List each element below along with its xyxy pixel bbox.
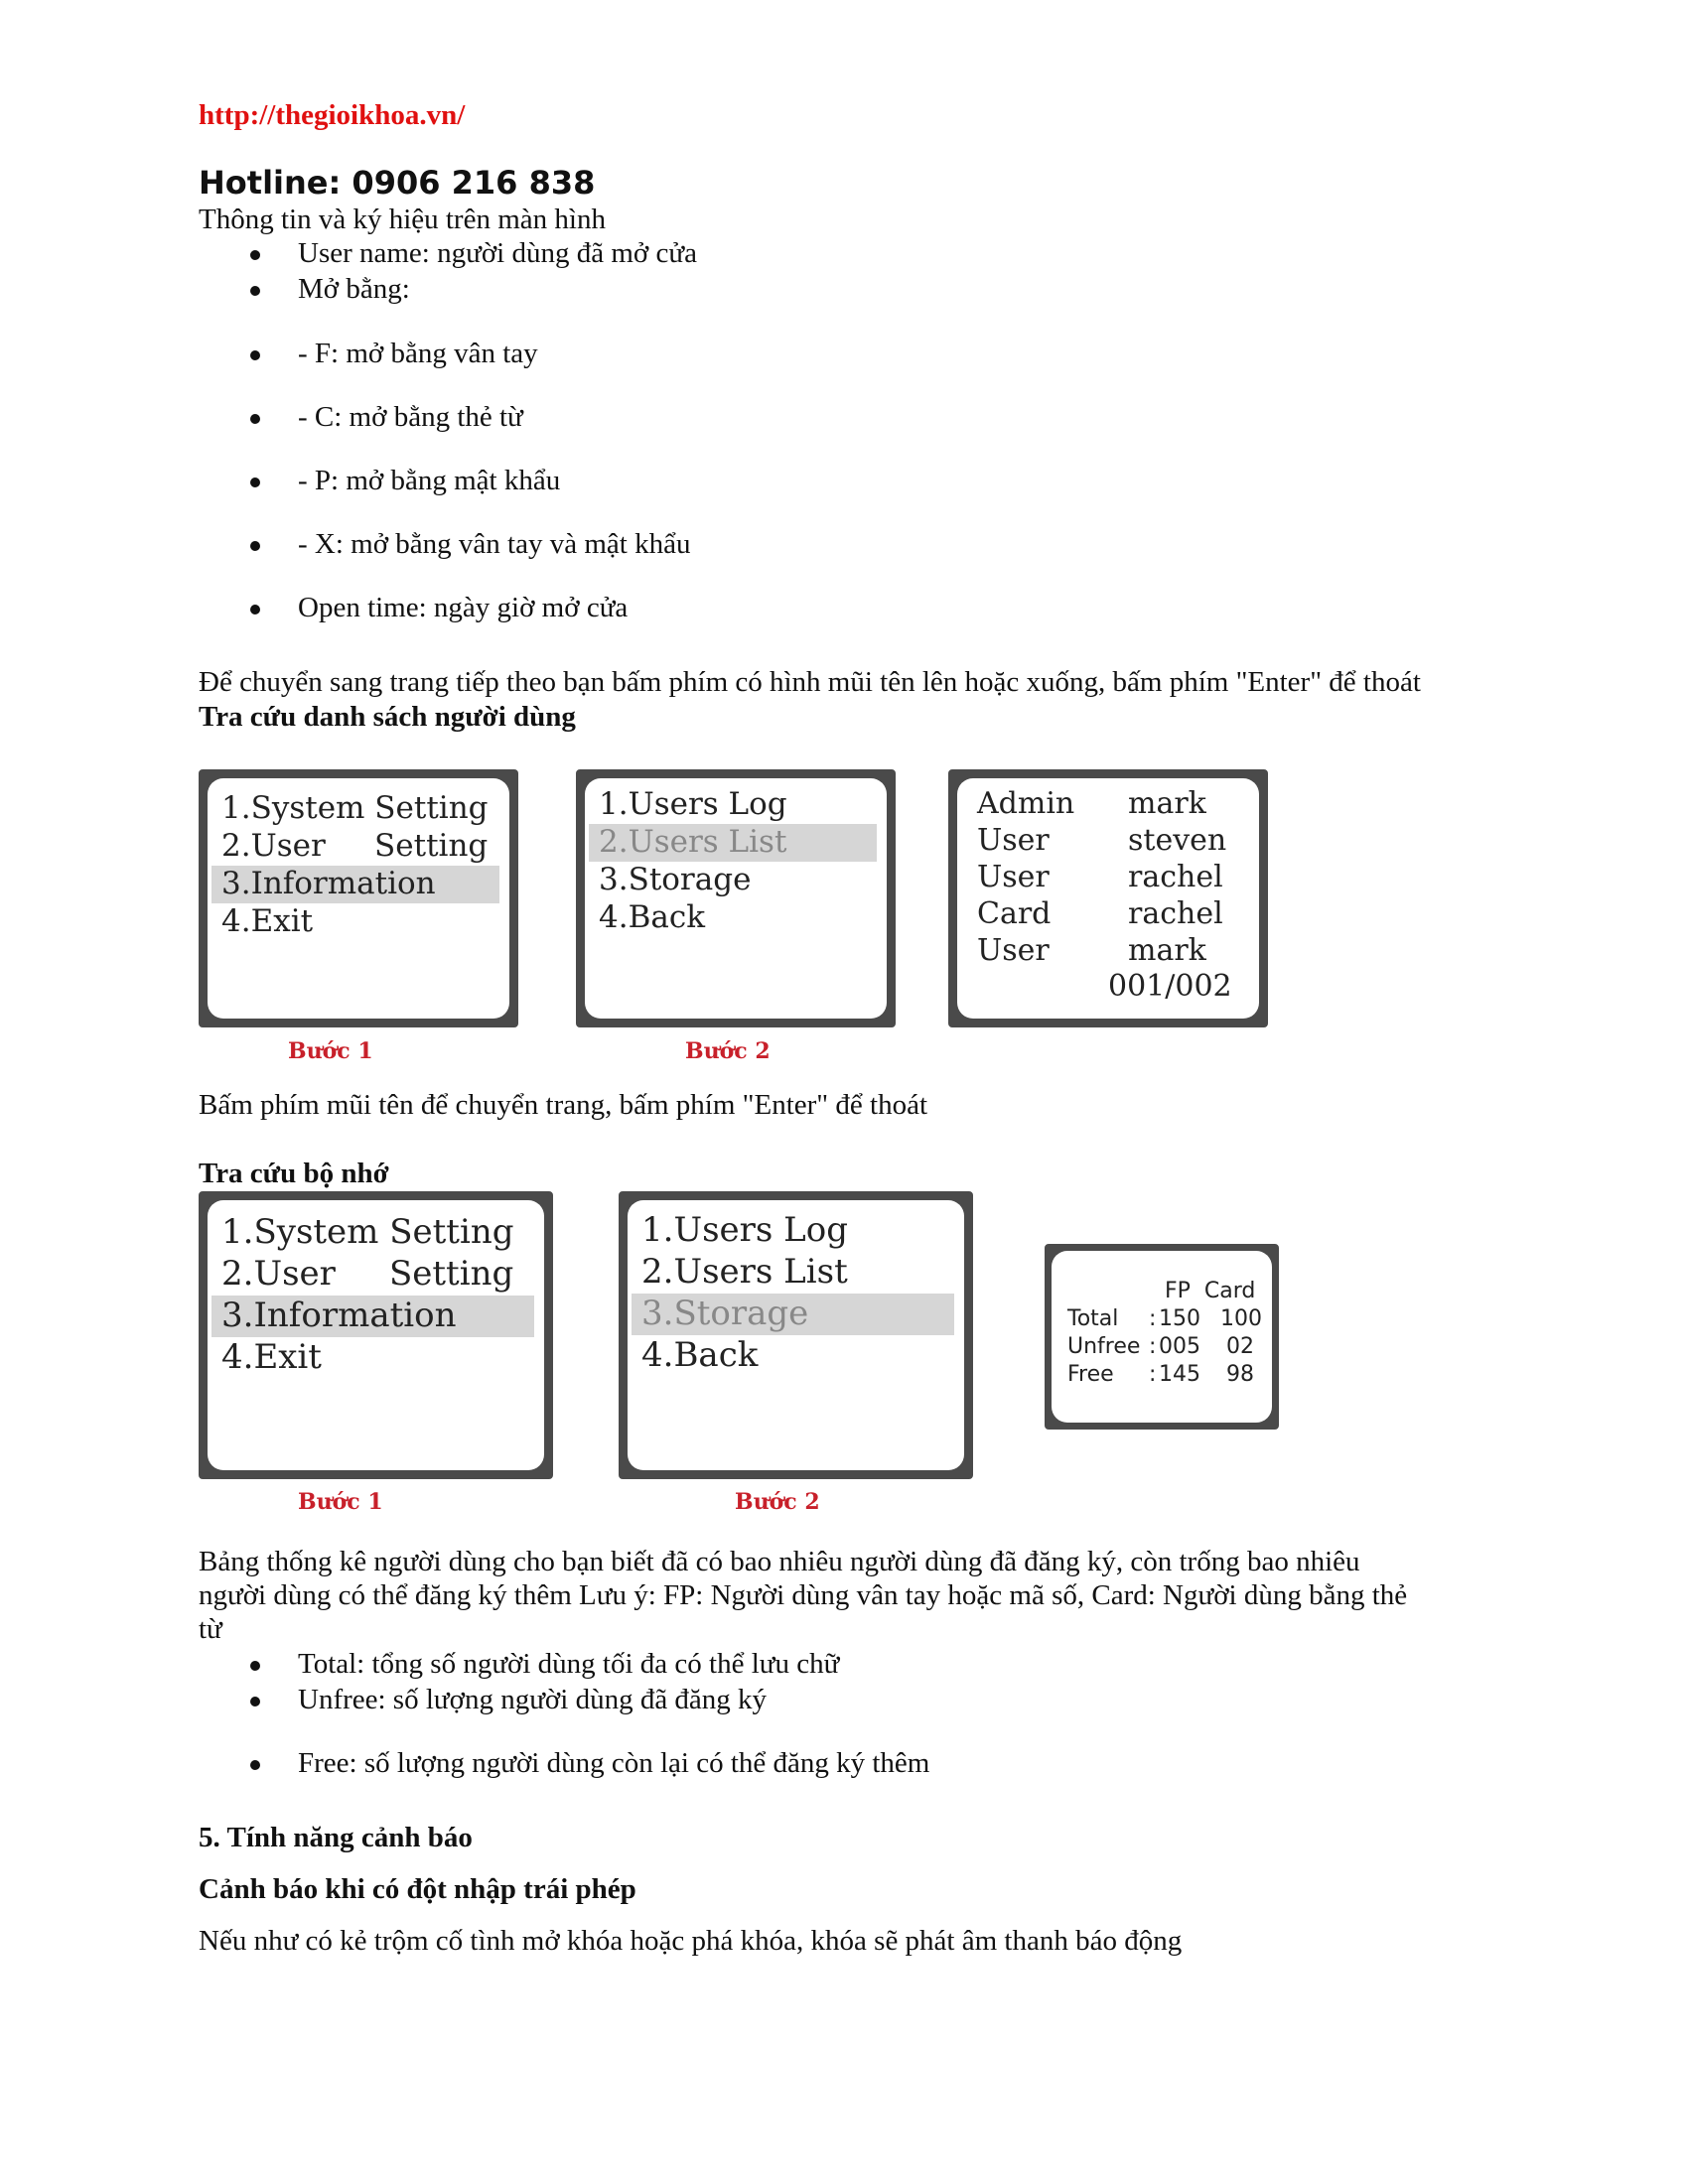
list-item: - X: mở bằng vân tay và mật khẩu: [298, 528, 691, 560]
step-label: Bước 1: [288, 1038, 373, 1064]
intro-text: Thông tin và ký hiệu trên màn hình: [199, 204, 606, 235]
user-name: steven: [1128, 823, 1227, 858]
bullet-icon: [250, 1760, 260, 1770]
menu-item-selected: 3.Information: [211, 866, 499, 903]
storage-header: FP Card: [1165, 1279, 1256, 1303]
bullet-icon: [250, 1697, 260, 1706]
list-item: Total: tổng số người dùng tối đa có thể lưu chữ: [298, 1648, 840, 1680]
menu-item: 1.System Setting: [221, 790, 489, 826]
bullet-icon: [250, 605, 260, 614]
user-name: rachel: [1128, 896, 1223, 931]
bullet-icon: [250, 541, 260, 551]
hotline: Hotline: 0906 216 838: [199, 164, 596, 202]
lcd-storage-table: [1045, 1244, 1279, 1430]
list-item: - P: mở bằng mật khẩu: [298, 465, 561, 496]
storage-sep: :: [1149, 1362, 1157, 1387]
user-name: rachel: [1128, 860, 1223, 894]
storage-fp: 005: [1159, 1334, 1200, 1359]
storage-label: Free: [1067, 1362, 1114, 1387]
storage-sep: :: [1149, 1334, 1157, 1359]
bullet-icon: [250, 250, 260, 260]
list-item: - C: mở bằng thẻ từ: [298, 401, 523, 433]
step-label: Bước 1: [298, 1489, 383, 1515]
bullet-icon: [250, 478, 260, 487]
user-type: Card: [977, 896, 1052, 931]
step-label: Bước 2: [735, 1489, 820, 1515]
intrusion-paragraph: Nếu như có kẻ trộm cố tình mở khóa hoặc phá khóa, khóa sẽ phát âm thanh báo động: [199, 1925, 1183, 1957]
storage-fp: 150: [1159, 1306, 1200, 1331]
menu-item: 2.User Setting: [221, 828, 489, 864]
page-indicator: 001/002: [1108, 969, 1232, 1004]
section-heading-users: Tra cứu danh sách người dùng: [199, 701, 576, 733]
menu-item: 4.Exit: [221, 903, 314, 939]
menu-item: 4.Back: [599, 899, 705, 935]
list-item: - F: mở bằng vân tay: [298, 338, 538, 369]
menu-item-selected: 3.Information: [211, 1296, 534, 1337]
lcd-main-menu-2: [199, 1191, 553, 1479]
storage-label: Total: [1067, 1306, 1119, 1331]
menu-item: 1.Users Log: [599, 786, 787, 822]
lcd-information-menu-2: [619, 1191, 973, 1479]
menu-item: 4.Exit: [221, 1337, 322, 1377]
list-item: Free: số lượng người dùng còn lại có thể đăng ký thêm: [298, 1747, 930, 1779]
menu-item-selected: 2.Users List: [589, 824, 877, 862]
storage-sep: :: [1149, 1306, 1157, 1331]
list-item: Mở bằng:: [298, 273, 410, 305]
menu-item: 1.System Setting: [221, 1212, 514, 1252]
lcd-information-menu: [576, 769, 896, 1027]
user-type: User: [977, 933, 1050, 968]
list-item: Open time: ngày giờ mở cửa: [298, 592, 629, 623]
menu-item: 1.Users Log: [641, 1210, 848, 1250]
user-type: User: [977, 860, 1050, 894]
lcd-main-menu: [199, 769, 518, 1027]
menu-item: 3.Storage: [599, 862, 752, 897]
stats-paragraph-line: Bảng thống kê người dùng cho bạn biết đã có bao nhiêu người dùng đã đăng ký, còn trống bao nhiêu: [199, 1546, 1360, 1577]
website-link[interactable]: http://thegioikhoa.vn/: [199, 99, 466, 131]
user-type: User: [977, 823, 1050, 858]
user-name: mark: [1128, 933, 1206, 968]
menu-item: 4.Back: [641, 1335, 759, 1375]
bullet-icon: [250, 350, 260, 360]
menu-item: 2.Users List: [641, 1252, 848, 1292]
list-item: Unfree: số lượng người dùng đã đăng ký: [298, 1684, 768, 1715]
lcd-users-list: [948, 769, 1268, 1027]
storage-card: 02: [1226, 1334, 1254, 1359]
stats-paragraph-line: từ: [199, 1613, 222, 1645]
user-type: Admin: [977, 786, 1075, 821]
bullet-icon: [250, 414, 260, 424]
storage-card: 98: [1226, 1362, 1254, 1387]
bullet-icon: [250, 286, 260, 296]
storage-card: 100: [1220, 1306, 1262, 1331]
menu-item: 2.User Setting: [221, 1254, 514, 1294]
section-heading-storage: Tra cứu bộ nhớ: [199, 1158, 389, 1189]
list-item: User name: người dùng đã mở cửa: [298, 237, 697, 269]
user-name: mark: [1128, 786, 1206, 821]
storage-fp: 145: [1159, 1362, 1200, 1387]
section-heading-5: 5. Tính năng cảnh báo: [199, 1822, 473, 1853]
next-page-paragraph: Để chuyển sang trang tiếp theo bạn bấm phím có hình mũi tên lên hoặc xuống, bấm phím "Enter" để thoát: [199, 666, 1421, 698]
stats-paragraph-line: người dùng có thể đăng ký thêm Lưu ý: FP: Người dùng vân tay hoặc mã số, Card: Người dùng bằng thẻ: [199, 1579, 1408, 1611]
storage-label: Unfree: [1067, 1334, 1141, 1359]
bullet-icon: [250, 1661, 260, 1671]
arrow-paragraph: Bấm phím mũi tên để chuyển trang, bấm phím "Enter" để thoát: [199, 1089, 928, 1121]
step-label: Bước 2: [685, 1038, 771, 1064]
section-heading-intrusion: Cảnh báo khi có đột nhập trái phép: [199, 1873, 636, 1905]
menu-item-selected: 3.Storage: [632, 1294, 954, 1335]
